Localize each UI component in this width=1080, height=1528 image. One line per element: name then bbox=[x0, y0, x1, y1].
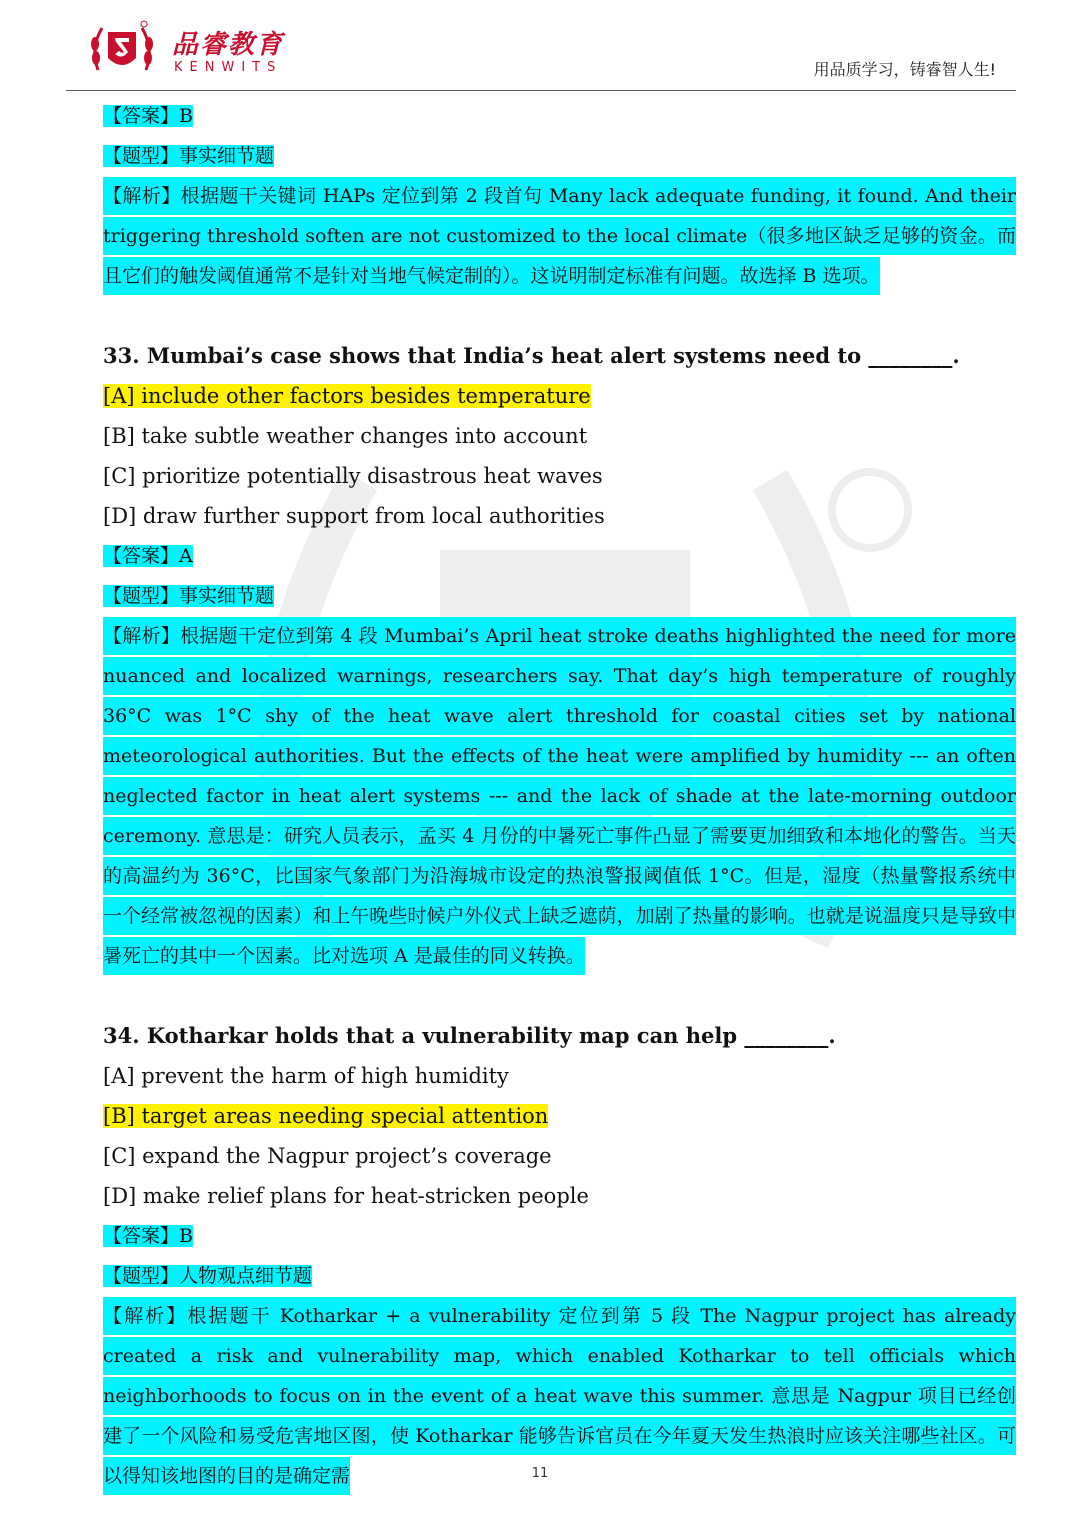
q33-option-a: [A] include other factors besides temperature bbox=[103, 384, 591, 408]
q33-answer: 【答案】A bbox=[103, 545, 193, 567]
q34-option-b: [B] target areas needing special attention bbox=[103, 1104, 549, 1128]
q32-answer: 【答案】B bbox=[103, 105, 193, 127]
q32-analysis: 【解析】根据题干关键词 HAPs 定位到第 2 段首句 Many lack adequate funding, it found. And their triggering threshold soften are not customized to the local climate（很多地区缺乏足够的资金。而且它们的触发阈值通常不是针对当地气候定制的）。这说明制定标准有问题。故选择 B 选项。 bbox=[66, 176, 1016, 296]
q34-option-a: [A] prevent the harm of high humidity bbox=[103, 1064, 509, 1088]
q34-analysis: 【解析】根据题干 Kotharkar + a vulnerability 定位到第 5 段 The Nagpur project has already created a risk and vulnerability map, which enabled Kotharkar to tell officials which neighborhoods to focus on in the event of a heat wave this summer. 意思是 Nagpur 项目已经创建了一个风险和易受危害地区图，使 Kotharkar 能够告诉官员在今年夏天发生热浪时应该关注哪些社区。可以得知该地图的目的是确定需 bbox=[66, 1296, 1016, 1456]
q33-option-d: [D] draw further support from local authorities bbox=[103, 504, 605, 528]
page-header bbox=[0, 0, 1080, 92]
brand-name-en: KENWITS bbox=[174, 60, 283, 75]
q33-option-b: [B] take subtle weather changes into account bbox=[103, 424, 588, 448]
header-divider bbox=[66, 90, 1016, 91]
kenwits-logo-icon bbox=[88, 18, 156, 80]
header-slogan: 用品质学习，铸睿智人生! bbox=[813, 60, 996, 79]
q34-type: 【题型】人物观点细节题 bbox=[103, 1265, 313, 1287]
q33-question: 33. Mumbai’s case shows that India’s heat alert systems need to ________. bbox=[103, 343, 960, 368]
q33-option-c: [C] prioritize potentially disastrous heat waves bbox=[103, 464, 603, 488]
page-number: 11 bbox=[531, 1466, 549, 1481]
q33-type: 【题型】事实细节题 bbox=[103, 585, 275, 607]
q34-question: 34. Kotharkar holds that a vulnerability map can help ________. bbox=[103, 1023, 836, 1048]
q34-option-c: [C] expand the Nagpur project’s coverage bbox=[103, 1144, 552, 1168]
q32-type: 【题型】事实细节题 bbox=[103, 145, 275, 167]
q34-option-d: [D] make relief plans for heat-stricken people bbox=[103, 1184, 589, 1208]
q33-analysis: 【解析】根据题干定位到第 4 段 Mumbai’s April heat stroke deaths highlighted the need for more nuanced and localized warnings, researchers say. That day’s high temperature of roughly 36°C was 1°C shy of the heat wave alert threshold for coastal cities set by national meteorological authorities. But the effects of the heat were amplified by humidity --- an often neglected factor in heat alert systems --- and the lack of shade at the late-morning outdoor ceremony. 意思是：研究人员表示，孟买 4 月份的中暑死亡事件凸显了需要更加细致和本地化的警告。当天的高温约为 36°C，比国家气象部门为沿海城市设定的热浪警报阈值低 1°C。但是，湿度（热量警报系统中一个经常被忽视的因素）和上午晚些时候户外仪式上缺乏遮荫，加剧了热量的影响。也就是说温度只是导致中暑死亡的其中一个因素。比对选项 A 是最佳的同义转换。 bbox=[66, 616, 1016, 976]
q34-answer: 【答案】B bbox=[103, 1225, 193, 1247]
brand-name-cn: 品睿教育 bbox=[172, 30, 285, 60]
